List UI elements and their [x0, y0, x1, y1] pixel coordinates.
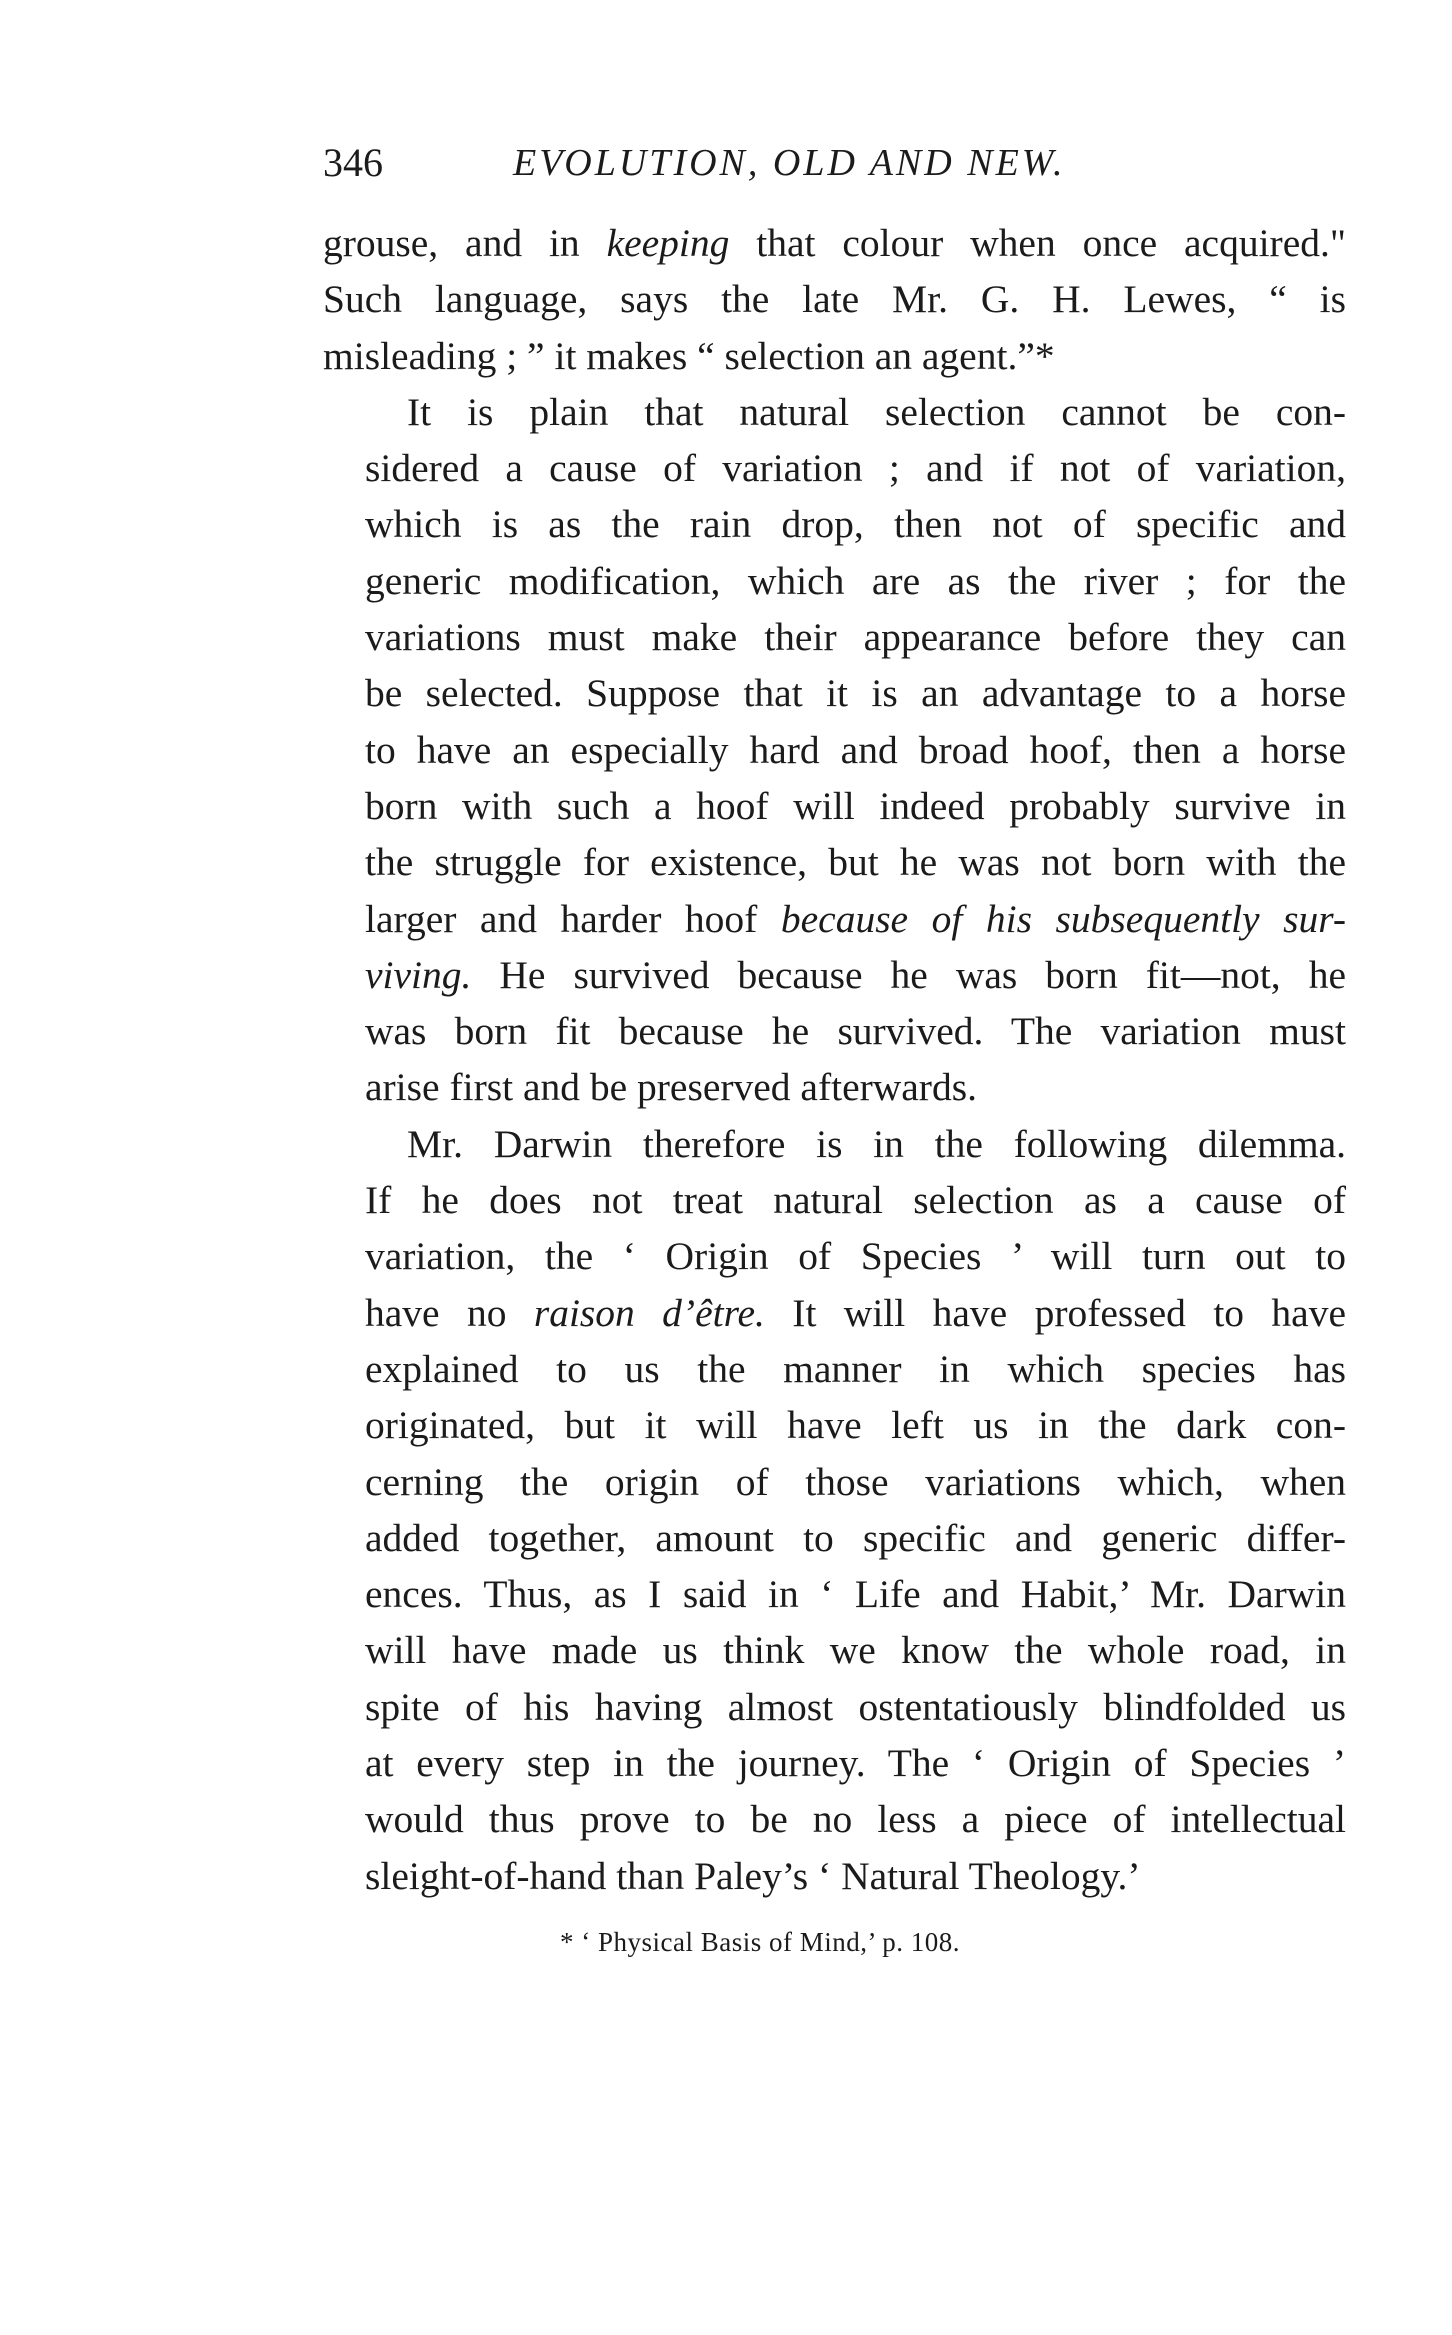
text-line: would thus prove to be no less a piece of intellectual [365, 1797, 1346, 1842]
running-title: EVOLUTION, OLD AND NEW. [513, 142, 1066, 184]
text-line: the struggle for existence, but he was not born with the [365, 840, 1346, 885]
paragraph [323, 1116, 1346, 1904]
text-line: larger and harder hoof because of his subsequently sur- [365, 896, 1346, 941]
paragraph [323, 384, 1346, 1116]
italic-text: viving. [365, 952, 472, 997]
text-line: If he does not treat natural selection as a cause of [365, 1178, 1346, 1223]
text-line: misleading ; ” it makes “ selection an agent.”* [323, 333, 1055, 378]
text-line: sleight-of-hand than Paley’s ‘ Natural Theology.’ [365, 1853, 1141, 1898]
italic-text: because of his subsequently sur- [780, 896, 1346, 941]
text-line: have no raison d’être. It will have professed to have [365, 1290, 1346, 1335]
text-line: viving. He survived because he was born fit—not, he [365, 952, 1346, 997]
page-number: 346 [323, 140, 383, 185]
text-line: will have made us think we know the whole road, in [365, 1628, 1346, 1673]
text-line: Such language, says the late Mr. G. H. Lewes, “ is [323, 277, 1346, 322]
text-line: at every step in the journey. The ‘ Origin of Species ’ [365, 1741, 1346, 1786]
text-line: was born fit because he survived. The variation must [365, 1009, 1346, 1054]
text-line: explained to us the manner in which species has [365, 1346, 1346, 1391]
text-line: ences. Thus, as I said in ‘ Life and Habit,’ Mr. Darwin [365, 1572, 1346, 1617]
text-line: be selected. Suppose that it is an advantage to a horse [365, 671, 1346, 716]
text-line: added together, amount to specific and generic differ- [365, 1515, 1346, 1560]
footnote: * ‘ Physical Basis of Mind,’ p. 108. [560, 1927, 960, 1957]
italic-text: raison d’être. [533, 1290, 765, 1335]
body-text [323, 215, 1346, 1904]
text-line: cerning the origin of those variations which, when [365, 1459, 1346, 1504]
text-line: born with such a hoof will indeed probably survive in [365, 783, 1346, 828]
text-line: sidered a cause of variation ; and if not of variation, [365, 446, 1346, 491]
text-line: arise first and be preserved afterwards. [365, 1065, 977, 1110]
text-line: variation, the ‘ Origin of Species ’ will turn out to [365, 1234, 1346, 1279]
text-line: to have an especially hard and broad hoof, then a horse [365, 727, 1346, 772]
text-line: variations must make their appearance before they can [365, 615, 1346, 660]
text-line: spite of his having almost ostentatiously blindfolded us [365, 1684, 1346, 1729]
paragraph [323, 215, 1346, 384]
text-line: generic modification, which are as the river ; for the [365, 558, 1346, 603]
page-header [323, 138, 1343, 198]
text-line: Mr. Darwin therefore is in the following dilemma. [407, 1121, 1346, 1166]
text-line: originated, but it will have left us in the dark con- [365, 1403, 1346, 1448]
text-line: It is plain that natural selection cannot be con- [407, 389, 1346, 434]
text-line: grouse, and in keeping that colour when once acquired." [323, 221, 1346, 265]
italic-text: keeping [606, 221, 730, 265]
text-line: which is as the rain drop, then not of specific and [365, 502, 1346, 547]
